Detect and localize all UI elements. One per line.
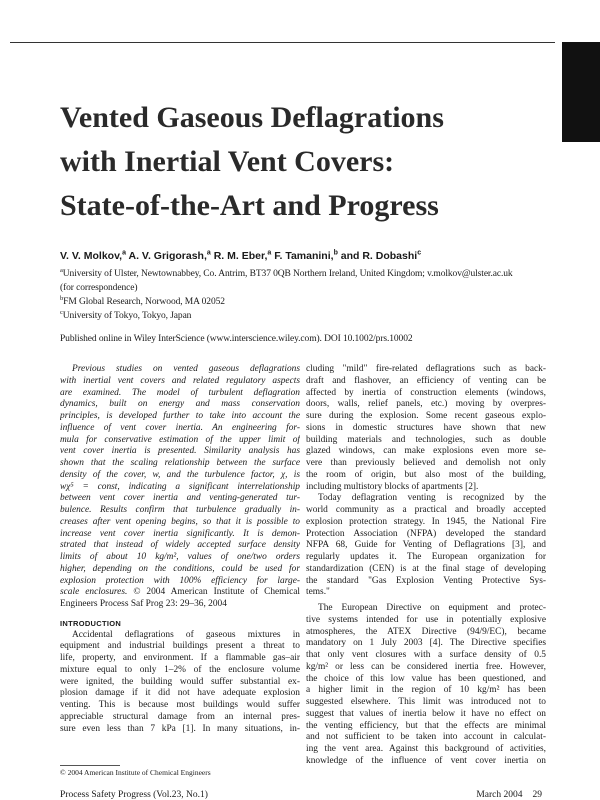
- abstract-line: are examined. The model of turbulent deflagration: [60, 387, 300, 398]
- abstract-line: higher, depending on the conditions, could be used for: [60, 563, 300, 574]
- body-paragraph: [306, 603, 546, 768]
- publication-info: Published online in Wiley InterScience (www.interscience.wiley.com). DOI 10.1002/prs.10002: [60, 334, 413, 344]
- affiliation: $^a$University of Ulster, Newtownabbey, Co. Antrim, BT37 0QB Northern Ireland, United Kingdom; v.molkov@ulster.ac.uk: [60, 267, 513, 280]
- author: and R. Dobashi$^c$: [340, 249, 422, 262]
- body-line: tive systems intended for use in potentially explosive: [306, 614, 546, 625]
- abstract-citation: Engineers Process Saf Prog 23: 29–36, 2004: [60, 599, 227, 609]
- abstract-line: wχ⁵ = const, indicating a significant interrelationship: [60, 481, 300, 492]
- abstract-line: bulence. Results confirm that turbulence gradually in-: [60, 505, 300, 515]
- abstract-line: principles, is developed further to take into account the: [60, 411, 300, 421]
- title-line: State-of-the-Art and Progress: [60, 189, 439, 222]
- abstract-line: Previous studies on vented gaseous deflagrations: [72, 364, 300, 374]
- body-line: the venting efficiency, but that the effects are minimal: [306, 720, 546, 731]
- left-column: [60, 364, 300, 735]
- body-line: equipment and industrial buildings present a threat to: [60, 641, 300, 652]
- body-line: doors, walls, relief panels, etc.) moving by overpres-: [306, 399, 546, 410]
- abstract-line: limits of about 10 kg/m², values of one/two orders: [60, 552, 300, 562]
- body-line: draft and flashover, an efficiency of venting can be: [306, 375, 546, 386]
- abstract-line: creases after vent opening begins, so that it is possible to: [60, 516, 300, 527]
- body-line: a higher limit in the region of 10 kg/m² has been: [306, 685, 546, 696]
- body-line: world community as a practical and broadly accepted: [306, 505, 546, 515]
- body-line: the choice of this low value has been questioned, and: [306, 673, 546, 684]
- body-line: plosion damage if it did not have adequate explosion: [60, 688, 300, 699]
- top-rule: [10, 42, 555, 43]
- body-line: the standard "Gas Explosion Venting Protective Sys-: [306, 575, 546, 586]
- body-line: affected by inertia of construction elements (windows,: [306, 387, 546, 398]
- abstract-line: strated that instead of widely accepted surface density: [60, 540, 300, 551]
- body-line: ing the vent area. Against this background of activities,: [306, 744, 546, 754]
- abstract-line: explosion protection with 100% efficiency for large-: [60, 575, 300, 586]
- body-line: appreciable structural damage from an internal pres-: [60, 711, 300, 722]
- body-line: building materials and technologies, such as double: [306, 434, 546, 445]
- section-heading: INTRODUCTION: [60, 618, 122, 628]
- body-line: The European Directive on equipment and protec-: [318, 603, 546, 613]
- body-line: Accidental deflagrations of gaseous mixtures in: [72, 629, 300, 640]
- date-page-footer: [476, 790, 542, 800]
- abstract-line: dynamics, built on energy and mass conservation: [60, 399, 300, 410]
- body-line: sions in domestic structures have shown that new: [306, 422, 546, 433]
- body-line: were ignited, the building would suffer substantial ex-: [60, 676, 300, 687]
- copyright-footnote: © 2004 American Institute of Chemical Engineers: [60, 768, 211, 777]
- abstract: [60, 364, 300, 611]
- affiliation: $^c$University of Tokyo, Tokyo, Japan: [60, 309, 192, 322]
- body-line: sure even less than 7 kPa [1]. In many situations, in-: [60, 723, 300, 734]
- body-line: including multistory blocks of apartments [2].: [306, 481, 479, 492]
- affiliation: $^b$FM Global Research, Norwood, MA 02052: [60, 295, 225, 308]
- body-line: kg/m² or less can be considered inertia free. However,: [306, 661, 546, 672]
- body-paragraph: [306, 493, 546, 599]
- body-line: sure during the explosion. Some recent gaseous explo-: [306, 411, 546, 421]
- body-line: regularly updates it. The European organization for: [306, 552, 546, 562]
- right-column: [306, 364, 546, 768]
- footnote-rule: [60, 765, 120, 766]
- author: A. V. Grigorash,$^a$: [128, 249, 211, 262]
- body-line: vere than previously believed and demolish not only: [306, 458, 546, 468]
- page-number: 29: [532, 790, 542, 800]
- title-line: Vented Gaseous Deflagrations: [60, 101, 444, 134]
- author-list: [60, 249, 421, 262]
- body-line: suggest that values of inertia below it have no effect on: [306, 708, 546, 719]
- body-line: mixture equal to only 1–2% of the enclosure volume: [60, 664, 300, 675]
- abstract-line: scale enclosures. © 2004 American Institute of Chemical: [60, 587, 300, 598]
- body-line: tems.": [306, 587, 330, 598]
- journal-footer: Process Safety Progress (Vol.23, No.1): [60, 790, 208, 800]
- body-line: knowledge of the influence of vent cover inertia on: [306, 755, 546, 766]
- body-line: life, property, and environment. If a flammable gas–air: [60, 653, 300, 663]
- issue-date: March 2004: [476, 790, 523, 800]
- affiliation: (for correspondence): [60, 283, 138, 294]
- abstract-line: shown that the scaling relationship between the surface: [60, 458, 300, 468]
- article-title: [60, 96, 540, 228]
- body-line: venting. This is because most buildings would suffer: [60, 700, 300, 710]
- body-line: standardization (CEN) is at the final stage of developing: [306, 563, 546, 574]
- author: R. M. Eber,$^a$: [213, 249, 272, 262]
- body-line: Today deflagration venting is recognized by the: [318, 493, 546, 504]
- body-line: Protection Association (NFPA) developed the standard: [306, 528, 546, 539]
- abstract-line: increase vent cover inertia significantly. It is demon-: [60, 528, 300, 539]
- body-line: NFPA 68, Guide for Venting of Deflagrations [3], and: [306, 540, 546, 551]
- body-line: the room of origin, but also most of the building,: [306, 469, 546, 480]
- abstract-line: density of the cover, w, and the turbulence factor, χ, is: [60, 469, 300, 480]
- abstract-line: mula for conservative estimation of the upper limit of: [60, 434, 300, 445]
- title-line: with Inertial Vent Covers:: [60, 145, 395, 178]
- body-paragraph: [306, 364, 546, 493]
- intro-paragraph: [60, 630, 300, 736]
- body-line: cluding "mild" fire-related deflagrations such as back-: [306, 364, 546, 374]
- body-line: that only vent closures with a surface density of 0.5: [306, 650, 546, 660]
- abstract-line: between vent cover inertia and venting-generated tur-: [60, 493, 300, 504]
- abstract-line: influence of vent cover inertia. An engineering for-: [60, 422, 300, 433]
- body-line: suggested elsewhere. This limit was introduced not to: [306, 697, 546, 707]
- author: V. V. Molkov,$^a$: [60, 249, 126, 262]
- section-tab: [562, 42, 600, 142]
- body-line: glazed windows, can make explosions even more se-: [306, 446, 546, 457]
- abstract-line: with inertial vent covers and related regulatory aspects: [60, 375, 300, 386]
- body-line: mandatory on 1 July 2003 [4]. The Directive specifies: [306, 638, 546, 649]
- body-line: explosion protection strategy. In 1945, the National Fire: [306, 516, 546, 527]
- abstract-line: vent cover inertia is presented. Similarity analysis has: [60, 446, 300, 457]
- author: F. Tamanini,$^b$: [274, 249, 338, 262]
- body-line: atmospheres, the ATEX Directive (94/9/EC), became: [306, 626, 546, 637]
- body-line: and not sufficient to be taken into account in calculat-: [306, 732, 546, 743]
